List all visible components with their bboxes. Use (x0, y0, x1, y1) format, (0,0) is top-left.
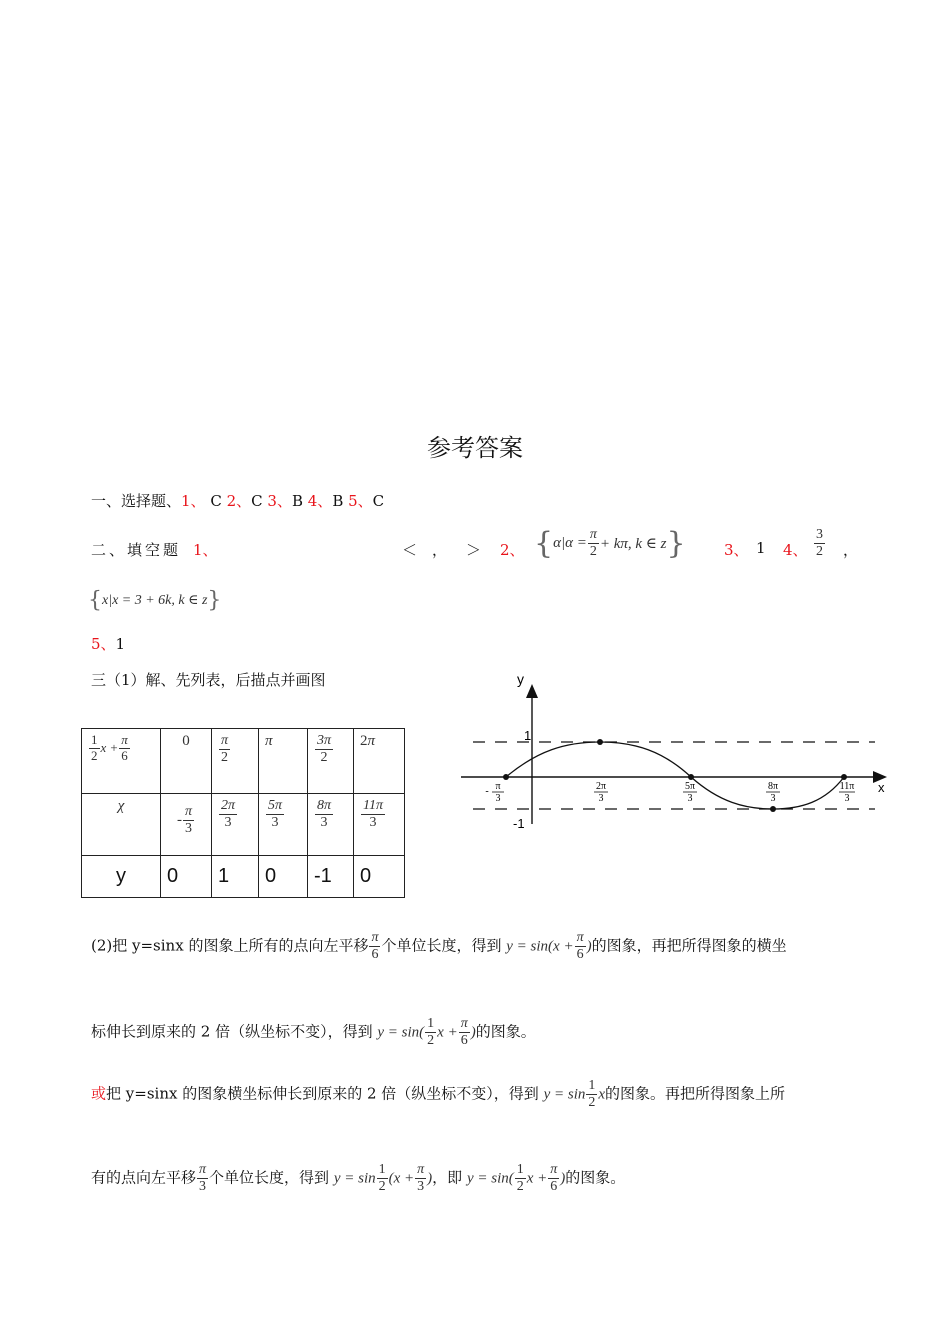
q4-num: 4、 (307, 492, 333, 510)
part2-line2: 标伸长到原来的 2 倍（纵坐标不变），得到 y = sin( $\frac{1}{2}$ x + $\frac{\pi}{6}$ )的图象。 (91, 1016, 536, 1049)
q3-num: 3、 (267, 492, 292, 510)
table-cell: - $\frac{\pi}{3}$ (161, 794, 212, 856)
key-point (597, 739, 603, 745)
table-cell: π (259, 729, 308, 794)
fill-q1-lt: ＜ (402, 541, 418, 559)
x-tick-num: 11π (839, 781, 855, 792)
fill-q2-set: {α|α = $\frac{\pi}{2}$ + kπ, k ∈ z} (534, 526, 686, 561)
q1-num: 1、 (181, 492, 206, 510)
table-row (82, 794, 405, 856)
fill-q4-fraction (813, 527, 826, 560)
table-cell: $\frac{\pi}{2}$ (212, 729, 259, 794)
fill-q5-num: 5、 (91, 635, 116, 653)
fill-q1-num: 1、 (193, 541, 218, 559)
fill-q3-num: 3、 (724, 541, 749, 559)
fill-q1-gt: ＞ (466, 541, 482, 559)
fill-q4-num: 4、 (783, 541, 808, 559)
table-cell: $\frac{8\pi}{3}$ (308, 794, 354, 856)
x-tick-sign: - (485, 786, 489, 797)
section3-heading: 三（1）解、先列表，后描点并画图 (91, 671, 326, 689)
fill-set-line: {x|x = 3 + 6k, k ∈ z} (88, 588, 222, 613)
table-cell-label: χ (82, 794, 161, 856)
y-axis-label: y (517, 671, 524, 687)
sine-graph (455, 668, 895, 838)
q4-answer: B (332, 492, 344, 510)
fill-q2-num: 2、 (500, 541, 525, 559)
table-cell: $\frac{2\pi}{3}$ (212, 794, 259, 856)
x-tick-den: 3 (844, 793, 850, 804)
section1-prefix: 一、选择题、 (91, 492, 182, 510)
fill-q4-comma: ， (843, 541, 859, 559)
choice-answers-line (91, 490, 384, 511)
x-tick-den: 3 (598, 793, 604, 804)
fill-q4-frac-den: 2 (816, 544, 823, 560)
table-cell: 0 (259, 856, 308, 898)
fill-q2-set-post: + kπ, k ∈ z (599, 536, 667, 552)
x-tick-num: 5π (684, 781, 696, 792)
x-tick-den: 3 (770, 793, 776, 804)
page-title: 参考答案 (427, 434, 523, 462)
value-table (81, 728, 405, 898)
key-point (841, 774, 847, 780)
table-row (82, 729, 405, 794)
table-cell: $\frac{3\pi}{2}$ (308, 729, 354, 794)
x-axis-label: x (878, 780, 885, 795)
fill-q3-answer: 1 (756, 539, 766, 557)
table-cell: 2π (354, 729, 405, 794)
y-tick-minus1: -1 (513, 816, 525, 831)
fill-q4-frac-num: 3 (814, 527, 825, 544)
table-cell: 0 (354, 856, 405, 898)
q2-answer: C (251, 492, 263, 510)
x-tick-num: 8π (767, 781, 779, 792)
fill-q2-frac-den: 2 (589, 544, 597, 559)
fill-q5-answer: 1 (115, 635, 126, 653)
sine-curve (506, 742, 844, 809)
fill-q2-frac-num: π (588, 527, 599, 544)
table-cell: 0 (161, 856, 212, 898)
table-cell: 0 (161, 729, 212, 794)
table-cell: -1 (308, 856, 354, 898)
x-tick-num: π (495, 781, 501, 792)
fill-q1-comma: ， (432, 541, 448, 559)
q3-answer: B (291, 492, 303, 510)
key-point (770, 806, 776, 812)
key-point (503, 774, 509, 780)
part2-line1: (2)把 y=sinx 的图象上所有的点向左平移 $\frac{\pi}{6}$ 个单位长度，得到 y = sin(x + $\frac{\pi}{6}$ )的图象，再把所得图象的横坐 (91, 930, 787, 963)
key-point (688, 774, 694, 780)
y-tick-1: 1 (524, 728, 532, 743)
q1-answer: C (205, 492, 222, 510)
q5-num: 5、 (348, 492, 373, 510)
q2-num: 2、 (226, 492, 252, 510)
part2-line3: 或把 y=sinx 的图象横坐标伸长到原来的 2 倍（纵坐标不变），得到 y = sin $\frac{1}{2}$ x的图象。再把所得图象上所 (91, 1078, 786, 1111)
table-cell: 1 (212, 856, 259, 898)
x-tick-den: 3 (687, 793, 693, 804)
x-tick-den: 3 (495, 793, 501, 804)
table-cell: $\frac{11\pi}{3}$ (354, 794, 405, 856)
part2-line4: 有的点向左平移 $\frac{\pi}{3}$ 个单位长度，得到 y = sin $\frac{1}{2}$ (x + $\frac{\pi}{3}$ )，即 y = sin( $\frac{1}{2}$ x + $\frac{\pi}{6}$ )的图象。 (91, 1162, 626, 1195)
fill-q2-set-pre: α|α = (553, 535, 587, 551)
table-cell-label: $\frac{1}{2}$ x + $\frac{\pi}{6}$ (82, 729, 161, 794)
fill-in-prefix: 二、填空题 (91, 541, 182, 559)
table-cell-label: y (82, 856, 161, 898)
fill-set-line-text: x|x = 3 + 6k, k ∈ z (102, 593, 208, 608)
x-tick-num: 2π (595, 781, 607, 792)
y-axis-arrow (526, 684, 538, 698)
q5-answer: C (372, 492, 385, 510)
table-cell: $\frac{5\pi}{3}$ (259, 794, 308, 856)
fill-q5-line (91, 633, 125, 654)
table-row (82, 856, 405, 898)
